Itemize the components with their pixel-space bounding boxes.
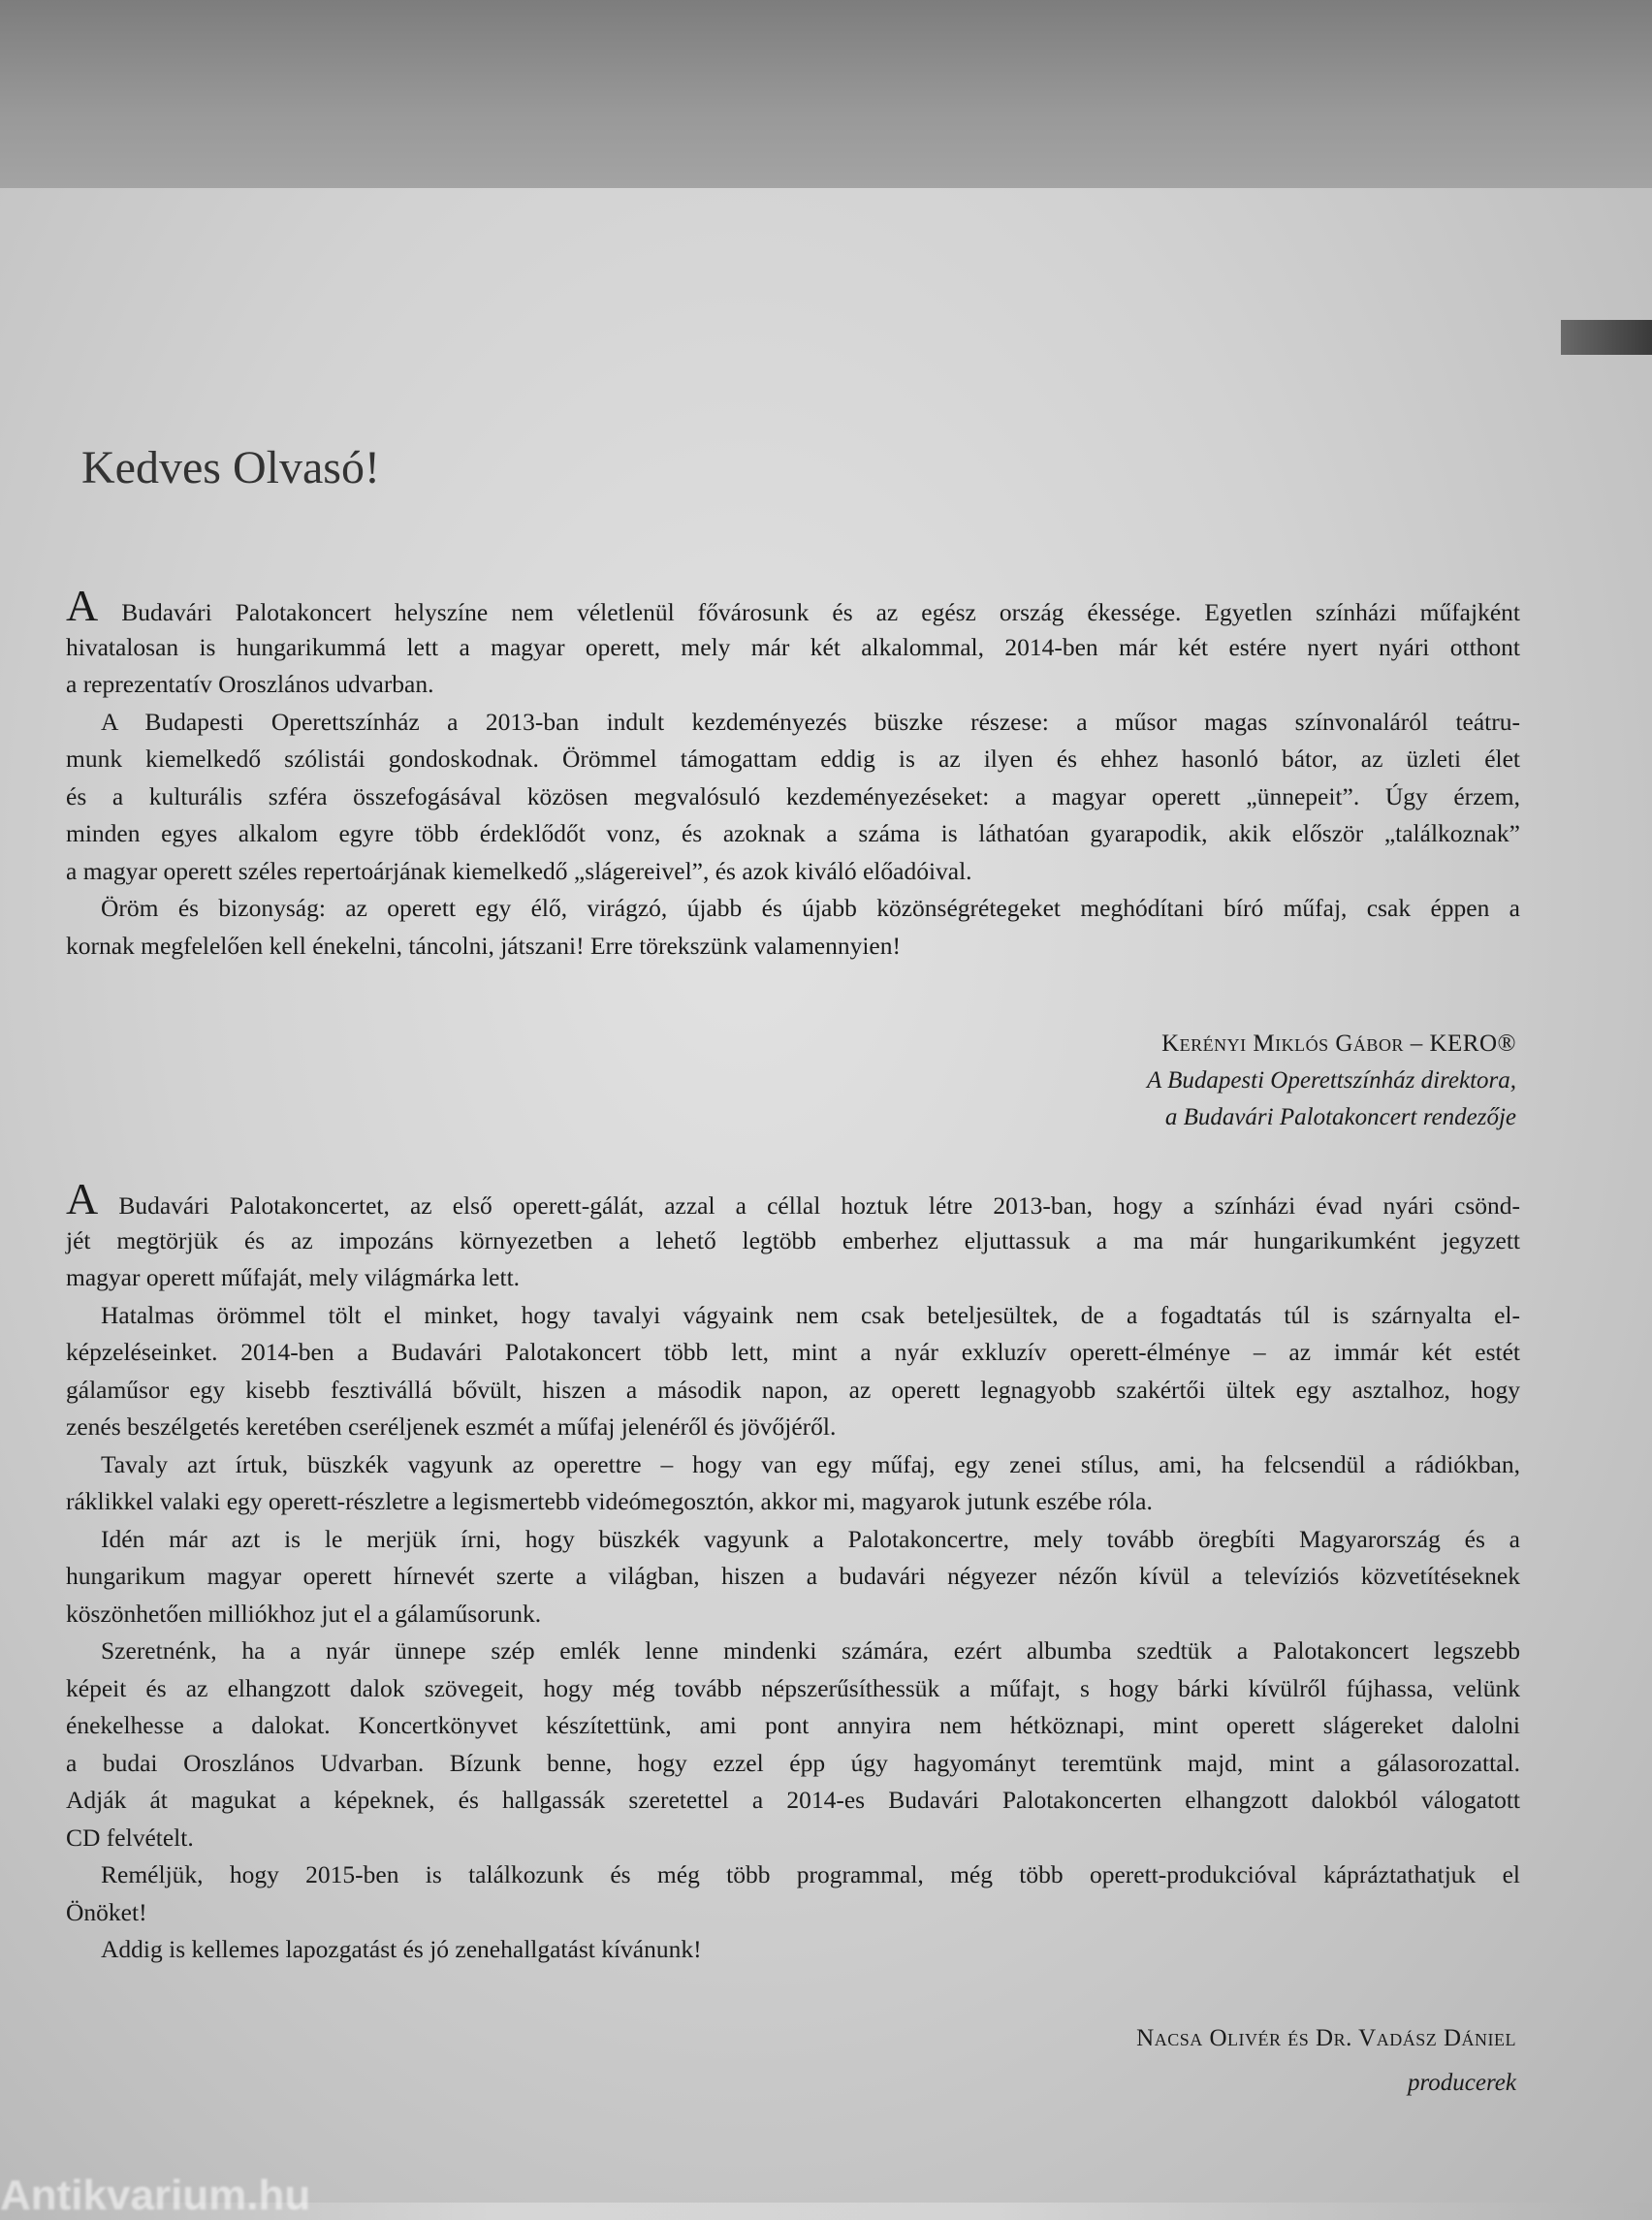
page-edge-tab — [1561, 320, 1652, 355]
paragraph — [66, 890, 1520, 965]
text-line: Addig is kellemes lapozgatást és jó zenehallgatást kívánunk! — [101, 1935, 702, 1963]
text-line: köszönhetően milliókhoz jut el a gálaműsorunk. — [66, 1599, 542, 1628]
paragraph — [66, 704, 1520, 891]
paragraph — [66, 1633, 1520, 1856]
signature-role: producerek — [1408, 2070, 1516, 2096]
text-line: Tavaly azt írtuk, büszkék vagyunk az operettre – hogy van egy műfaj, egy zenei stílus, ami, ha felcsendül a rádiókban, — [101, 1449, 1520, 1478]
text-line: a budai Oroszlános Udvarban. Bízunk benne, hogy ezzel épp úgy hagyományt teremtünk majd, mint a gálasorozattal. — [66, 1748, 1520, 1777]
signature-2 — [1136, 2016, 1516, 2106]
text-line: A Budavári Palotakoncertet, az első operett-gálát, azzal a céllal hoztuk létre 2013-ban, hogy a színházi évad nyári csönd- — [66, 1174, 1520, 1223]
text-line: hungarikum magyar operett hírnevét szerte a világban, hiszen a budavári négyezer nézőn kívül a televíziós közvetítéseknek — [66, 1562, 1520, 1590]
text-line: ráklikkel valaki egy operett-részletre a legismertebb videómegosztón, akkor mi, magyarok jutunk eszébe róla. — [66, 1487, 1153, 1515]
signature-role: a Budavári Palotakoncert rendezője — [1164, 1104, 1516, 1130]
paragraph — [66, 1856, 1520, 1931]
text-line: és a kulturális szféra összefogásával közösen megvalósuló kezdeményezéseket: a magyar operett „ünnepeit”. Úgy érzem, — [66, 781, 1520, 810]
text-line: kornak megfelelően kell énekelni, táncolni, játszani! Erre törekszünk valamennyien! — [66, 931, 901, 960]
text-line: Öröm és bizonyság: az operett egy élő, virágzó, újabb és újabb közönségrétegeket meghódítani bíró műfaj, csak éppen a — [101, 894, 1520, 922]
drop-cap: A — [66, 1174, 99, 1223]
paragraph — [66, 1297, 1520, 1446]
text-line: Szeretnénk, ha a nyár ünnepe szép emlék lenne mindenki számára, ezért albumba szedtük a Palotakoncert legszebb — [101, 1636, 1520, 1665]
text-line: hivatalosan is hungarikummá lett a magyar operett, mely már két alkalommal, 2014-ben már két estére nyert nyári otthont — [66, 632, 1520, 661]
text-line: Idén már azt is le merjük írni, hogy büszkék vagyunk a Palotakoncertre, mely tovább öregbíti Magyarország és a — [101, 1524, 1520, 1553]
text-line: CD felvételt. — [66, 1823, 194, 1852]
paragraph — [66, 1931, 1520, 1969]
paragraph — [66, 1446, 1520, 1521]
text-line: munk kiemelkedő szólistái gondoskodnak. Örömmel támogattam eddig is az ilyen és ehhez hasonló bátor, az üzleti élet — [66, 745, 1520, 773]
text-line: képeit és az elhangzott dalok szövegeit, hogy még tovább népszerűsíthessük a műfajt, s hogy bárki kívülről fújhassa, velünk — [66, 1673, 1520, 1702]
drop-cap: A — [66, 581, 99, 630]
watermark: Antikvarium.hu — [0, 2172, 311, 2219]
paragraph — [66, 1174, 1520, 1297]
text-line: A Budavári Palotakoncert helyszíne nem véletlenül fővárosunk és az egész ország ékessége. Egyetlen színházi műfajként — [66, 581, 1520, 630]
text-line: zenés beszélgetés keretében cseréljenek eszmét a műfaj jelenéről és jövőjéről. — [66, 1412, 837, 1441]
text-line: a reprezentatív Oroszlános udvarban. — [66, 670, 434, 698]
text-line: Önöket! — [66, 1897, 147, 1926]
signature-role: A Budapesti Operettszínház direktora, — [1147, 1067, 1516, 1094]
text-line: a magyar operett széles repertoárjának kiemelkedő „slágereivel”, és azok kiváló előadóival. — [66, 856, 972, 885]
text-line: énekelhesse a dalokat. Koncertkönyvet készítettünk, ami pont annyira nem hétköznapi, mint operett slágereket dalolni — [66, 1711, 1520, 1739]
letter-section-2 — [66, 1174, 1520, 1969]
text-line: Adják át magukat a képeknek, és hallgassák szeretettel a 2014-es Budavári Palotakoncerten elhangzott dalokból válogatott — [66, 1786, 1520, 1814]
page-title: Kedves Olvasó! — [81, 442, 380, 493]
text-line: gálaműsor egy kisebb fesztivállá bővült, hiszen a második napon, az operett legnagyobb szakértői ültek egy asztalhoz, hogy — [66, 1375, 1520, 1404]
paragraph — [66, 581, 1520, 704]
paragraph — [66, 1521, 1520, 1633]
letter-section-1 — [66, 581, 1520, 965]
text-line: jét megtörjük és az impozáns környezetben a lehető legtöbb emberhez eljuttassuk a ma már hungarikumként jegyzett — [66, 1225, 1520, 1254]
text-line: képzeléseinket. 2014-ben a Budavári Palotakoncert több lett, mint a nyár exkluzív operett-élménye – az immár két estét — [66, 1338, 1520, 1366]
signature-name: Nacsa Olivér és Dr. Vadász Dániel — [1136, 2025, 1516, 2051]
signature-name: Kerényi Miklós Gábor – KERO® — [1161, 1031, 1516, 1057]
text-line: Hatalmas örömmel tölt el minket, hogy tavalyi vágyaink nem csak beteljesültek, de a fogadtatás túl is szárnyalta el- — [101, 1300, 1520, 1329]
text-line: magyar operett műfaját, mely világmárka lett. — [66, 1263, 521, 1291]
signature-1 — [1147, 1026, 1516, 1136]
background-surface — [0, 0, 1652, 190]
text-line: A Budapesti Operettszínház a 2013-ban indult kezdeményezés büszke részese: a műsor magas színvonaláról teátru- — [101, 707, 1520, 736]
text-line: minden egyes alkalom egyre több érdeklődőt vonz, és azoknak a száma is láthatóan gyarapodik, akik először „találkoznak” — [66, 819, 1520, 847]
text-line: Reméljük, hogy 2015-ben is találkozunk és még több programmal, még több operett-produkcióval kápráztathatjuk el — [101, 1860, 1520, 1888]
